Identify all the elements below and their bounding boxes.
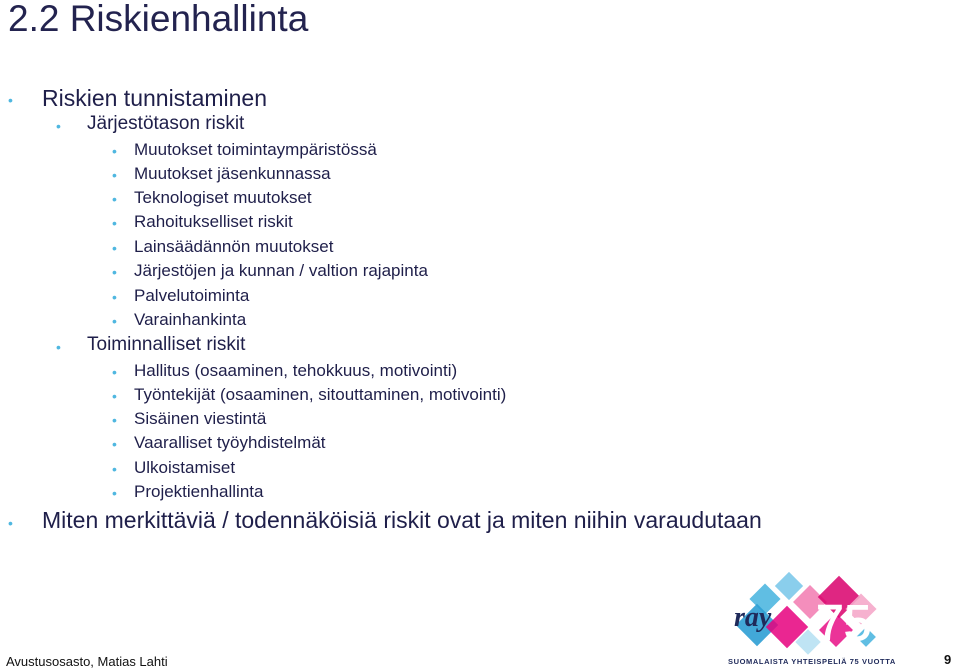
bullet-dot: •: [112, 143, 117, 159]
bullet-item: Hallitus (osaaminen, tehokkuus, motivointi): [134, 361, 458, 380]
bullet-item: Riskien tunnistaminen: [42, 85, 268, 111]
slide-title: 2.2 Riskienhallinta: [8, 0, 309, 39]
bullet-item: Projektienhallinta: [134, 482, 264, 501]
logo-tagline: SUOMALAISTA YHTEISPELIÄ 75 VUOTTA: [728, 657, 896, 666]
bullet-dot: •: [112, 264, 117, 280]
bullet-dot: •: [112, 240, 117, 256]
logo-text: ray: [734, 602, 772, 633]
bullet-item: Rahoitukselliset riskit: [134, 212, 293, 231]
bullet-dot: •: [112, 388, 117, 404]
bullet-item: Sisäinen viestintä: [134, 409, 267, 428]
bullet-item: Lainsäädännön muutokset: [134, 237, 334, 256]
bullet-dot: •: [112, 167, 117, 183]
bullet-dot: •: [112, 289, 117, 305]
bullet-dot: •: [56, 339, 61, 355]
bullet-item: Järjestöjen ja kunnan / valtion rajapinta: [134, 261, 428, 280]
bullet-item: Teknologiset muutokset: [134, 188, 312, 207]
bullet-item: Ulkoistamiset: [134, 458, 236, 477]
bullet-dot: •: [112, 313, 117, 329]
bullet-dot: •: [8, 92, 13, 108]
ray-75-logo: [724, 568, 924, 670]
bullet-item: Palvelutoiminta: [134, 286, 250, 305]
bullet-dot: •: [56, 118, 61, 134]
bullet-dot: •: [112, 412, 117, 428]
page-number: 9: [944, 652, 952, 667]
bullet-item: Varainhankinta: [134, 310, 247, 329]
bullet-item: Muutokset toimintaympäristössä: [134, 140, 377, 159]
logo-number: 75: [816, 595, 872, 651]
bullet-item: Toiminnalliset riskit: [87, 334, 246, 355]
bullet-dot: •: [112, 436, 117, 452]
bullet-dot: •: [112, 485, 117, 501]
bullet-item: Miten merkittäviä / todennäköisiä riskit ovat ja miten niihin varaudutaan: [42, 507, 762, 533]
bullet-item: Järjestötason riskit: [87, 113, 245, 134]
bullet-item: Vaaralliset työyhdistelmät: [134, 433, 326, 452]
bullet-dot: •: [112, 215, 117, 231]
footer-author: Avustusosasto, Matias Lahti: [6, 654, 168, 669]
bullet-dot: •: [8, 515, 13, 531]
bullet-dot: •: [112, 461, 117, 477]
bullet-item: Muutokset jäsenkunnassa: [134, 164, 331, 183]
bullet-dot: •: [112, 191, 117, 207]
bullet-dot: •: [112, 364, 117, 380]
bullet-item: Työntekijät (osaaminen, sitouttaminen, motivointi): [134, 385, 507, 404]
